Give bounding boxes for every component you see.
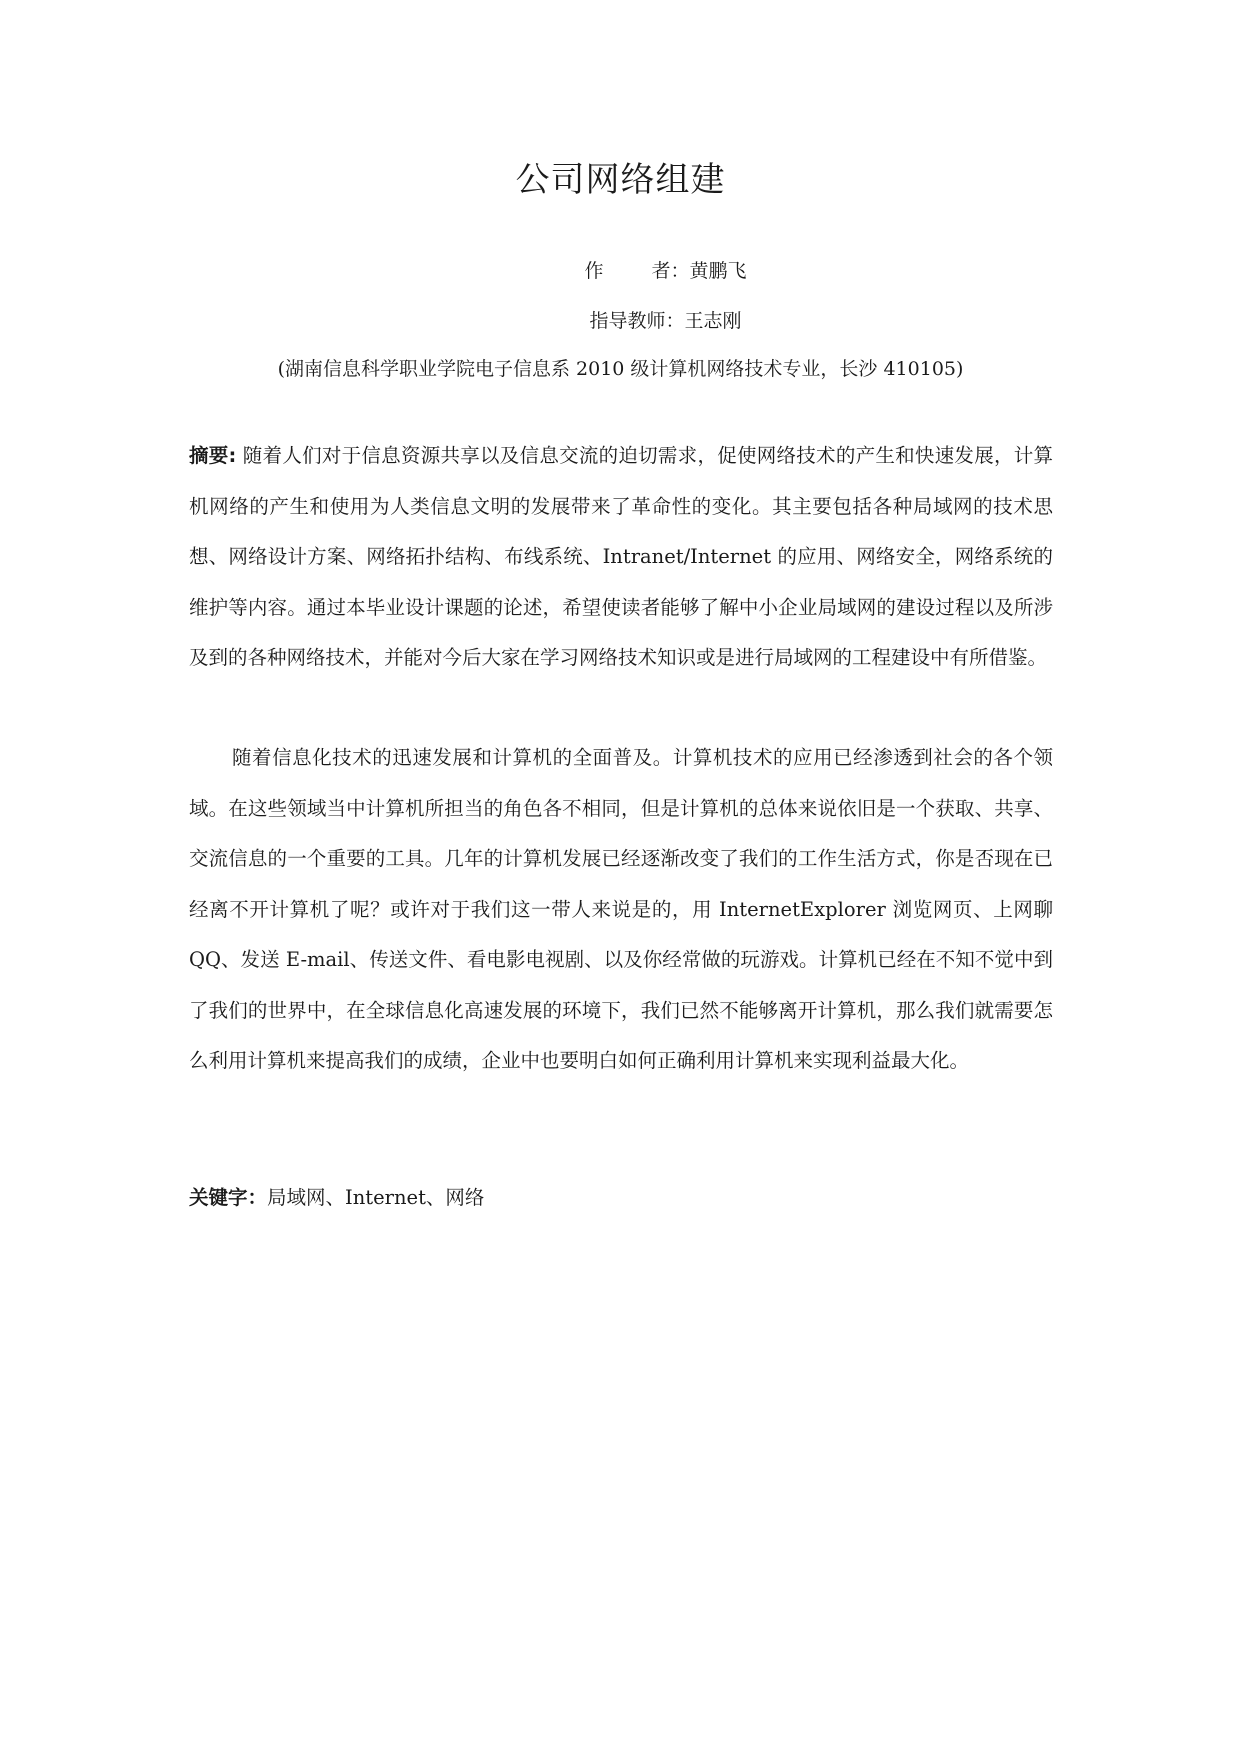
keywords-label: 关键字：: [189, 1186, 268, 1209]
document-title: 公司网络组建: [515, 160, 726, 200]
keywords-line: [189, 1183, 484, 1213]
author-label-part2: 者：: [651, 260, 690, 282]
keywords-text: 局域网、Internet、网络: [267, 1186, 485, 1209]
author-line: [90, 258, 1241, 284]
author-label-part1: 作: [584, 260, 604, 282]
abstract-paragraph: [189, 431, 1053, 684]
abstract-label: 摘要:: [189, 444, 237, 467]
author-name: 黄鹏飞: [689, 260, 747, 282]
advisor-name: 王志刚: [684, 310, 742, 332]
affiliation-line: (湖南信息科学职业学院电子信息系 2010 级计算机网络技术专业，长沙 410105): [277, 358, 964, 380]
body-paragraph: 随着信息化技术的迅速发展和计算机的全面普及。计算机技术的应用已经渗透到社会的各个领域。在这些领域当中计算机所担当的角色各不相同，但是计算机的总体来说依旧是一个获取、共享、交流信息的一个重要的工具。几年的计算机发展已经逐渐改变了我们的工作生活方式，你是否现在已经离不开计算机了呢？或许对于我们这一带人来说是的，用 InternetExplorer 浏览网页、上网聊 QQ、发送 E-mail、传送文件、看电影电视剧、以及你经常做的玩游戏。计算机已经在不知不觉中到了我们的世界中，在全球信息化高速发展的环境下，我们已然不能够离开计算机，那么我们就需要怎么利用计算机来提高我们的成绩，企业中也要明白如何正确利用计算机来实现利益最大化。: [189, 746, 1053, 1072]
abstract-text: 随着人们对于信息资源共享以及信息交流的迫切需求，促使网络技术的产生和快速发展，计算机网络的产生和使用为人类信息文明的发展带来了革命性的变化。其主要包括各种局域网的技术思想、网络设计方案、网络拓扑结构、布线系统、Intranet/Internet 的应用、网络安全，网络系统的维护等内容。通过本毕业设计课题的论述，希望使读者能够了解中小企业局域网的建设过程以及所涉及到的各种网络技术，并能对今后大家在学习网络技术知识或是进行局域网的工程建设中有所借鉴。: [189, 444, 1053, 669]
advisor-label: 指导教师：: [589, 310, 685, 332]
advisor-line: [90, 308, 1241, 334]
